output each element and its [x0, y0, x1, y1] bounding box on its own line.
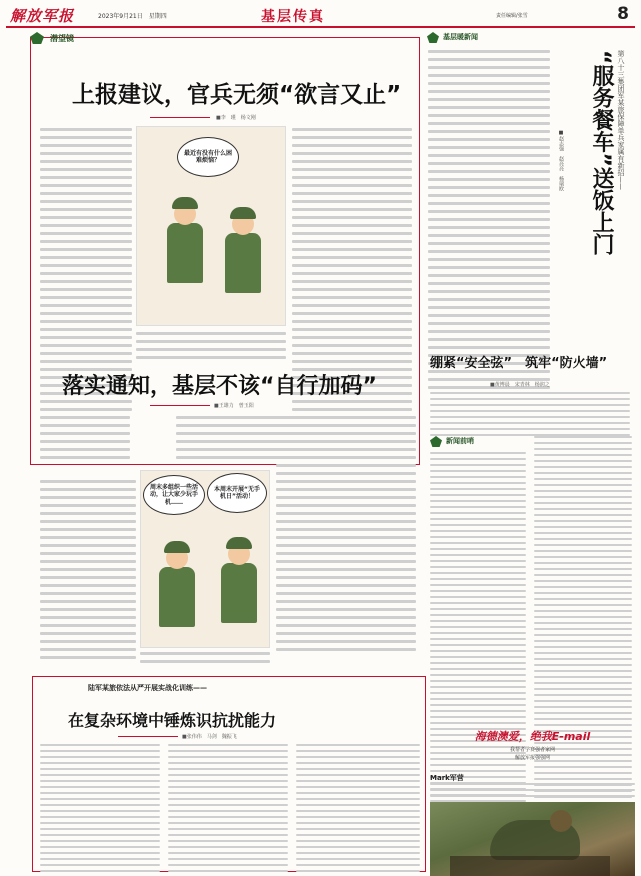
section-title: 基层传真	[261, 9, 325, 25]
kicker-badge	[30, 32, 90, 46]
article2-body-col2b	[140, 652, 270, 668]
masthead	[6, 4, 635, 28]
kicker-label: 基层暖新闻	[443, 33, 478, 41]
news-kicker	[430, 436, 510, 448]
article-headline-2: 落实通知，基层不该“自行加码”	[62, 374, 377, 399]
bottom-body-col1	[40, 744, 160, 876]
byline-rule	[118, 736, 178, 737]
byline-rule	[150, 117, 210, 118]
bottom-kicker: 陆军某旅依法从严开展实战化训练——	[88, 684, 207, 692]
byline-rule	[150, 405, 210, 406]
bottom-byline: ■张伟伟 马剑 魏振飞	[182, 734, 237, 740]
cartoon-illustration	[136, 126, 286, 326]
vertical-byline: ■赵志强 赵亮亮 杨瑞欧	[558, 130, 564, 191]
article2-body-col2	[176, 416, 286, 464]
right-byline: ■黄博晨 宋青林 杨润之	[490, 382, 550, 388]
right-body	[428, 50, 550, 394]
mark-body	[430, 783, 635, 801]
cartoon-illustration-2	[140, 470, 270, 648]
right-headline: 绷紧“安全弦” 筑牢“防火墙”	[430, 356, 608, 371]
editor-info: 责任编辑/张雪	[496, 13, 528, 19]
bottom-headline: 在复杂环境中锤炼识抗扰能力	[68, 711, 277, 730]
article-body-col2	[136, 332, 286, 364]
kicker-label: 潜望镜	[50, 34, 74, 43]
issue-date: 2023年9月21日 星期四	[98, 13, 167, 20]
ad-title: 海德澳爱，绝我E-mail	[474, 730, 591, 743]
right-mid-body	[430, 392, 630, 440]
badge-icon	[427, 32, 439, 43]
vertical-headline: “服务餐车”送饭上门	[589, 50, 614, 255]
mark-section	[430, 773, 635, 798]
article-byline: ■李 瑾 杨文刚	[216, 115, 256, 121]
article-headline: 上报建议，官兵无须“欲言又止”	[72, 82, 402, 108]
speech-bubble: 本周末开展“无手机日”活动！	[207, 473, 267, 513]
mark-label: Mark军营	[430, 774, 464, 782]
vertical-subtitle: 第八十三集团军某旅保障单兵家属有新招——	[617, 50, 625, 190]
bottom-body-col2	[168, 744, 288, 876]
bottom-body-col3	[296, 744, 420, 876]
page-number: 8	[617, 4, 629, 24]
article2-body-col1	[40, 416, 130, 464]
speech-bubble: 周末多组织一些活动，让大家少玩手机……	[143, 475, 205, 515]
ad-line-1: 我帮者学赛强者家网	[509, 747, 555, 753]
paper-name: 解放军报	[10, 7, 75, 25]
article2-body-col1b	[40, 480, 136, 664]
ad-banner	[430, 728, 635, 770]
badge-icon	[30, 32, 44, 44]
training-photo	[430, 802, 635, 876]
kicker-label: 新闻前哨	[446, 437, 474, 445]
right-kicker	[427, 32, 631, 44]
speech-bubble: 最近有没有什么困难烦恼？	[177, 137, 239, 177]
article2-body-col3	[276, 416, 416, 656]
article-byline-2: ■王雄力 曾玉阳	[214, 403, 254, 409]
ad-line-2: 解放军报强强网	[514, 755, 550, 761]
badge-icon	[430, 436, 442, 447]
